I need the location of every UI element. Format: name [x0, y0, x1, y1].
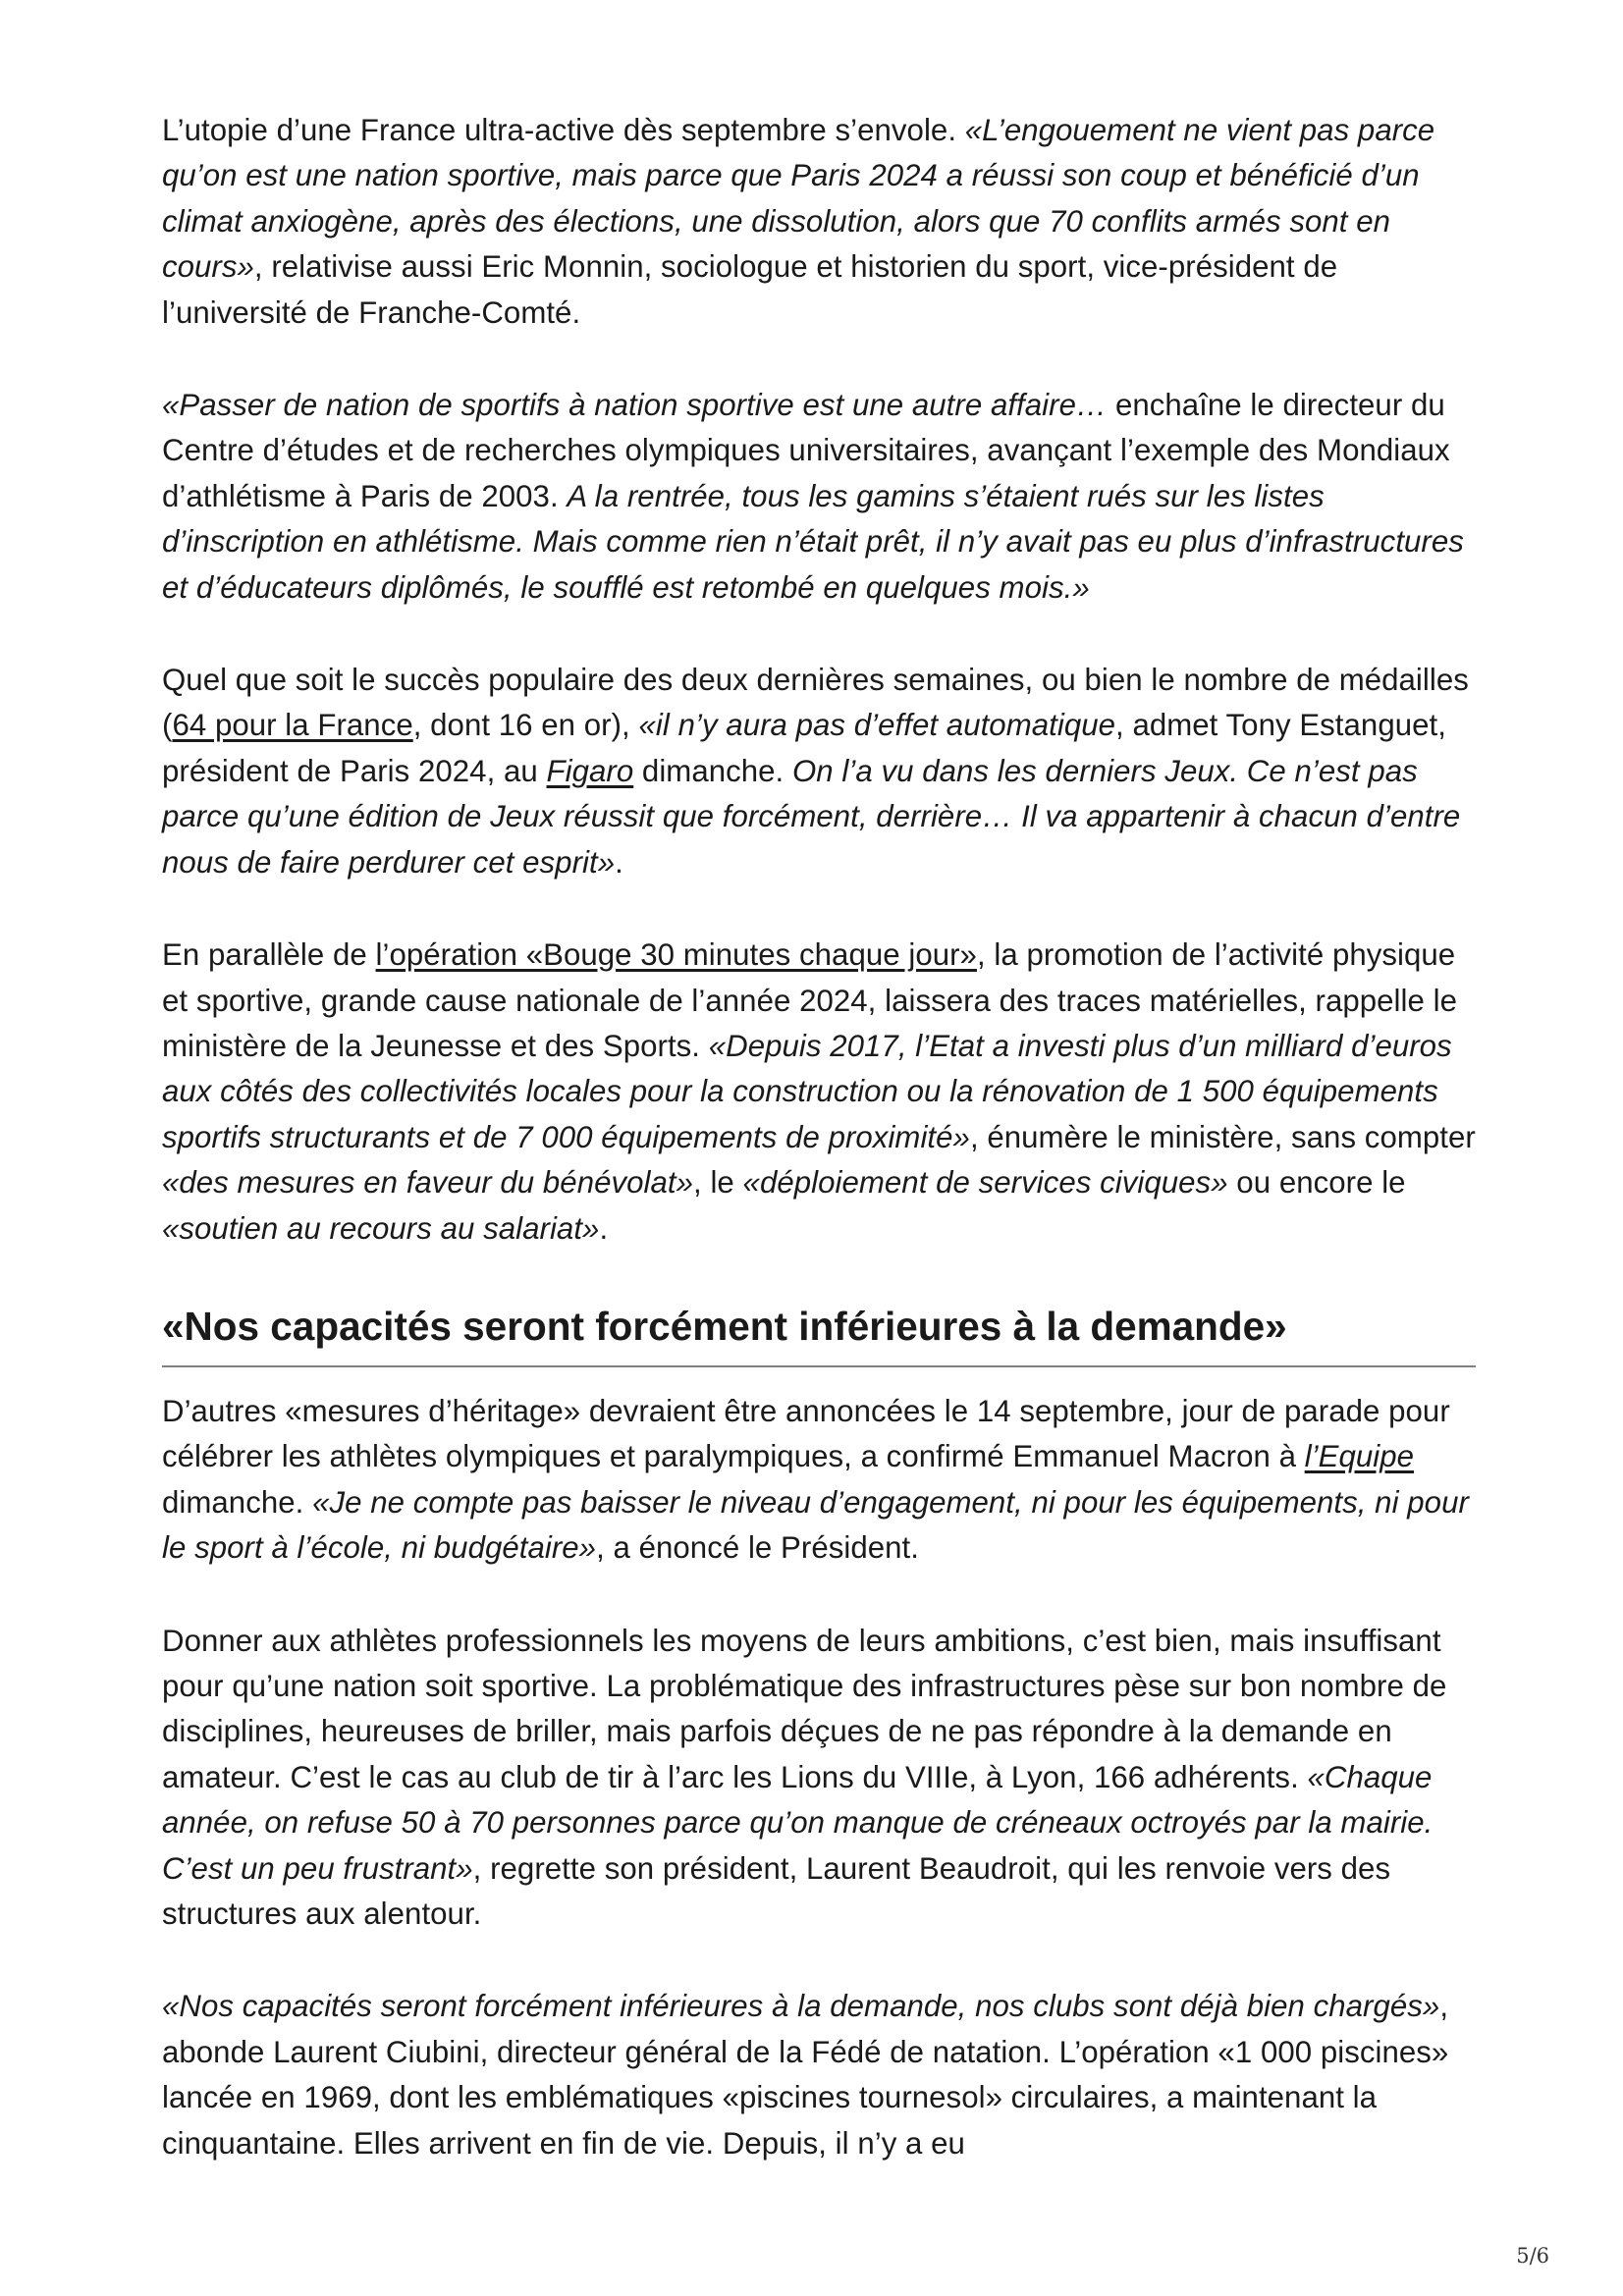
body-text: Quel que soit le succès populaire des deux dernières semaines, ou bien le nombre de médailles (: [162, 663, 1469, 743]
body-text: .: [599, 1210, 609, 1246]
body-text: , a énoncé le Président.: [596, 1530, 919, 1566]
heading-rule: [162, 1365, 1476, 1367]
inline-link[interactable]: 64 pour la France: [172, 708, 413, 743]
paragraph-6: [162, 1619, 1478, 1938]
body-text: , relativise aussi Eric Monnin, sociologue et historien du sport, vice-président de l’université de Franche-Comté.: [162, 249, 1338, 330]
quote-text: «il n’y aura pas d’effet automatique: [638, 708, 1116, 743]
quote-text: «Passer de nation de sportifs à nation sportive est une autre affaire…: [162, 388, 1115, 423]
body-text: , énumère le ministère, sans compter: [969, 1119, 1476, 1154]
body-text: dimanche.: [162, 1484, 313, 1520]
paragraph-3: [162, 658, 1478, 885]
quote-text: «déploiement de services civiques»: [742, 1165, 1228, 1201]
quote-text: «soutien au recours au salariat»: [162, 1210, 600, 1246]
body-text: ou encore le: [1227, 1165, 1406, 1201]
body-text: , admet Tony Estanguet, président de Paris 2024, au: [162, 708, 1446, 788]
quote-text: «Chaque année, on refuse 50 à 70 personnes parce qu’on manque de créneaux octroyés par la mairie. C’est un peu frustrant»: [162, 1759, 1434, 1886]
quote-text: «Nos capacités seront forcément inférieures à la demande, nos clubs sont déjà bien chargés»: [162, 1989, 1440, 2024]
body-text: , la promotion de l’activité physique et sportive, grande cause nationale de l’année 2024, laissera des traces matérielles, rappelle le ministère de la Jeunesse et des Sports.: [162, 937, 1457, 1063]
body-text: , regrette son président, Laurent Beaudroit, qui les renvoie vers des structures aux alentour.: [162, 1850, 1391, 1931]
body-text: dimanche.: [633, 753, 792, 788]
quote-text: «Depuis 2017, l’Etat a investi plus d’un milliard d’euros aux côtés des collectivités locales pour la construction ou la rénovation de 1 500 équipements sportifs structurants et de 7 000 équipements de proximité»: [162, 1028, 1452, 1154]
body-text: En parallèle de: [162, 937, 376, 973]
inline-link[interactable]: l’opération «Bouge 30 minutes chaque jour»: [375, 937, 977, 973]
body-text: D’autres «mesures d’héritage» devraient être annoncées le 14 septembre, jour de parade pour célébrer les athlètes olympiques et paralympiques, a confirmé Emmanuel Macron à: [162, 1393, 1450, 1474]
body-text: Donner aux athlètes professionnels les moyens de leurs ambitions, c’est bien, mais insuffisant pour qu’une nation soit sportive. La problématique des infrastructures pèse sur bon nombre de disciplines, heureuses de briller, mais parfois déçues de ne pas répondre à la demande en amateur. C’est le cas au club de tir à l’arc les Lions du VIIIe, à Lyon, 166 adhérents.: [162, 1623, 1447, 1794]
paragraph-2: [162, 383, 1478, 611]
quote-text: «L’engouement ne vient pas parce qu’on est une nation sportive, mais parce que Paris 2024 a réussi son coup et bénéficié d’un climat anxiogène, après des élections, une dissolution, alors que 70 conflits armés sont en cours»: [162, 113, 1435, 285]
quote-text: On l’a vu dans les derniers Jeux. Ce n’est pas parce qu’une édition de Jeux réussit que forcément, derrière… Il va appartenir à chacun d’entre nous de faire perdurer cet esprit»: [162, 753, 1461, 880]
body-text: .: [615, 844, 623, 880]
page-number: 5/6: [1516, 2244, 1549, 2268]
paragraph-5: [162, 1389, 1478, 1572]
paragraph-7: [162, 1984, 1478, 2166]
article-body: [162, 108, 1478, 2166]
body-text: , abonde Laurent Ciubini, directeur général de la Fédé de natation. L’opération «1 000 piscines» lancée en 1969, dont les emblématiques «piscines tournesol» circulaires, a maintenant la cinquantaine. Elles arrivent en fin de vie. Depuis, il n’y a eu: [162, 1989, 1449, 2161]
paragraph-1: [162, 108, 1478, 336]
inline-link[interactable]: l’Equipe: [1304, 1439, 1415, 1474]
quote-text: A la rentrée, tous les gamins s’étaient rués sur les listes d’inscription en athlétisme. Mais comme rien n’était prêt, il n’y avait pas eu plus d’infrastructures et d’éducateurs diplômés, le soufflé est retombé en quelques mois.»: [162, 478, 1464, 605]
quote-text: «Je ne compte pas baisser le niveau d’engagement, ni pour les équipements, ni pour le sport à l’école, ni budgétaire»: [162, 1484, 1469, 1566]
body-text: L’utopie d’une France ultra-active dès septembre s’envole.: [162, 113, 965, 147]
inline-link[interactable]: Figaro: [546, 753, 634, 788]
body-text: , le: [693, 1165, 743, 1201]
section-heading: «Nos capacités seront forcément inférieures à la demande»: [162, 1303, 1287, 1349]
paragraph-4: [162, 933, 1478, 1252]
quote-text: «des mesures en faveur du bénévolat»: [162, 1165, 694, 1201]
body-text: , dont 16 en or),: [412, 708, 639, 743]
body-text: enchaîne le directeur du Centre d’études et de recherches olympiques universitaires, avançant l’exemple des Mondiaux d’athlétisme à Paris de 2003.: [162, 388, 1450, 513]
